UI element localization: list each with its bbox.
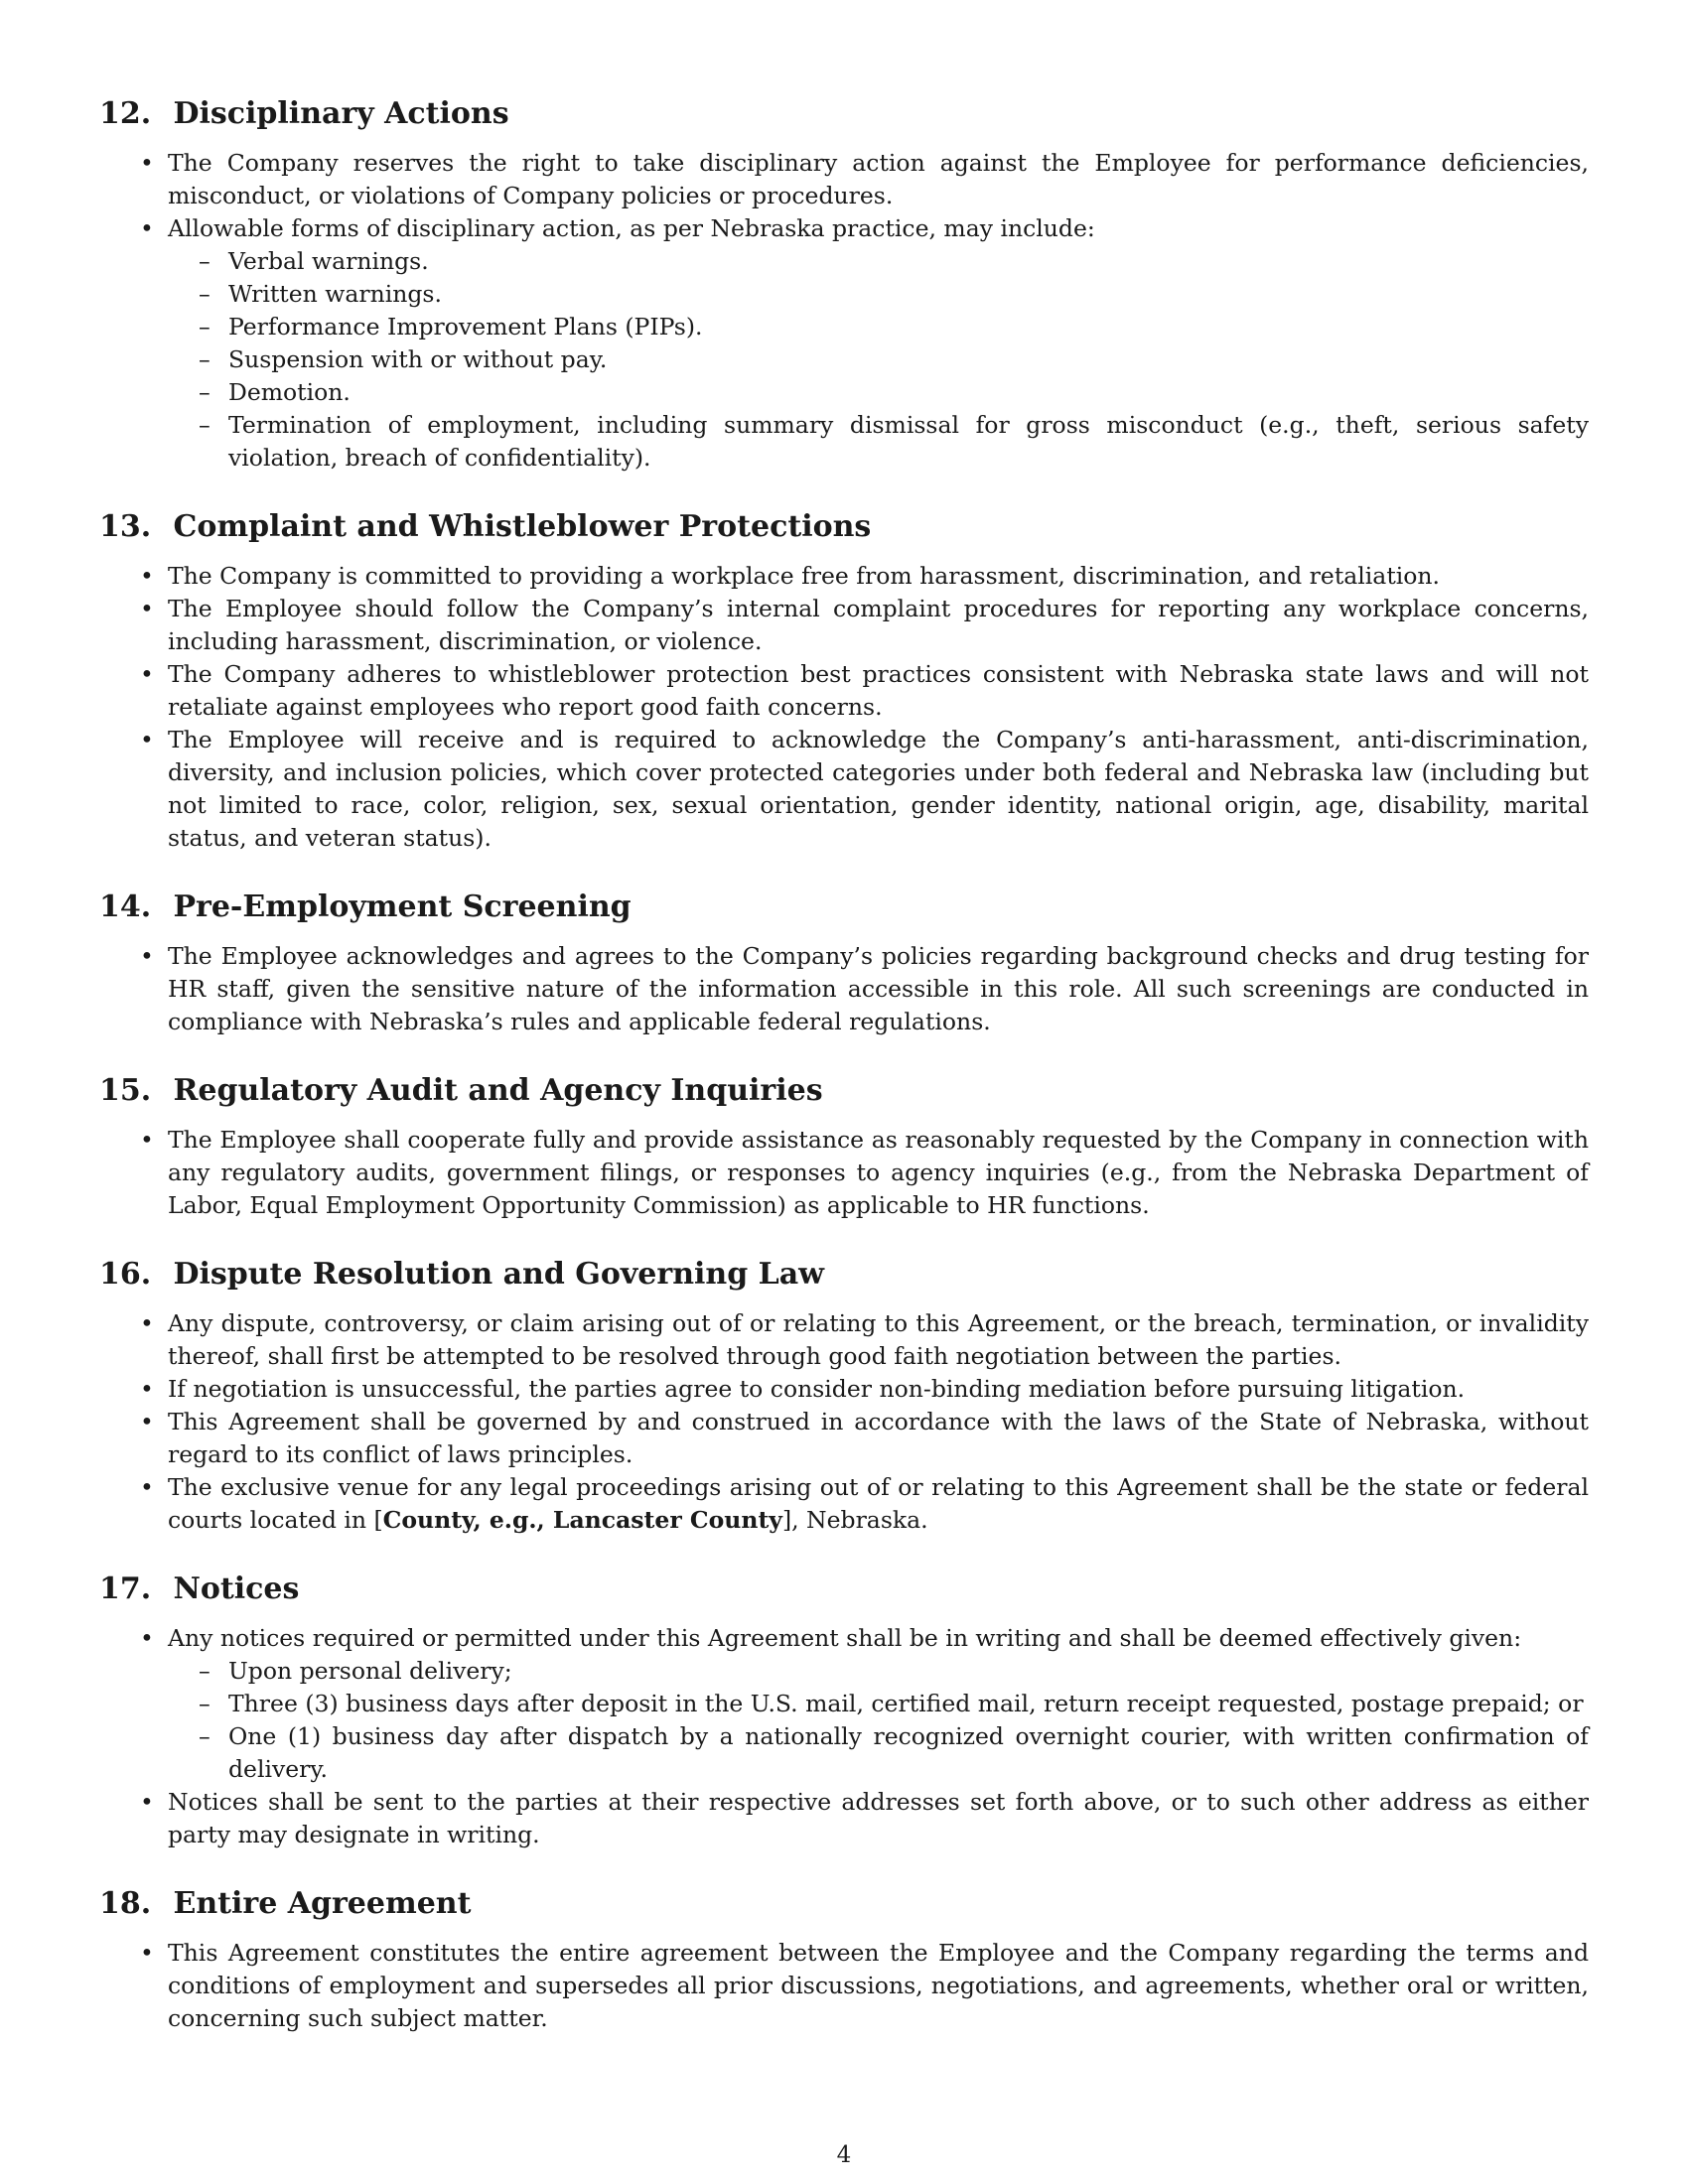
bullet-list	[99, 147, 1589, 475]
list-item: • This Agreement constitutes the entire agreement between the Employee and the Company regarding the terms and conditions of employment and supersedes all prior discussions, negotiations, and agreements, whether oral or written, concerning such subject matter.	[168, 1937, 1589, 2035]
sub-list	[168, 1655, 1589, 1786]
section-heading	[99, 506, 1589, 548]
section-number: 16.	[99, 1257, 152, 1292]
bullet-list	[99, 940, 1589, 1038]
list-item: • Notices shall be sent to the parties at their respective addresses set forth above, or to such other address as either party may designate in writing.	[168, 1786, 1589, 1851]
section-heading	[99, 1883, 1589, 1925]
section-title: Complaint and Whistleblower Protections	[173, 509, 872, 544]
section-complaint-whistleblower	[99, 506, 1589, 855]
section-heading	[99, 1569, 1589, 1610]
list-item: • The Employee should follow the Company’s internal complaint procedures for reporting any workplace concerns, including harassment, discrimination, or violence.	[168, 593, 1589, 658]
section-title: Dispute Resolution and Governing Law	[173, 1257, 824, 1292]
sub-list-item: – Performance Improvement Plans (PIPs).	[228, 311, 1589, 343]
sub-list-item: – Verbal warnings.	[228, 245, 1589, 278]
sub-list-item: – Upon personal delivery;	[228, 1655, 1589, 1688]
section-notices	[99, 1569, 1589, 1851]
sub-list-item: – One (1) business day after dispatch by a nationally recognized overnight courier, with written confirmation of delivery.	[228, 1720, 1589, 1786]
section-heading	[99, 1254, 1589, 1296]
section-number: 14.	[99, 889, 152, 924]
section-dispute-resolution	[99, 1254, 1589, 1537]
section-heading	[99, 1070, 1589, 1112]
sub-list-item: – Written warnings.	[228, 278, 1589, 311]
section-number: 12.	[99, 96, 152, 131]
section-number: 17.	[99, 1571, 152, 1606]
sub-list-item: – Termination of employment, including summary dismissal for gross misconduct (e.g., theft, serious safety violation, breach of confidentiality).	[228, 409, 1589, 475]
venue-text-before: The exclusive venue for any legal proceedings arising out of or relating to this Agreement shall be the state or federal courts located in [	[168, 1473, 1589, 1534]
list-item: • The Company reserves the right to take disciplinary action against the Employee for performance deficiencies, misconduct, or violations of Company policies or procedures.	[168, 147, 1589, 212]
section-regulatory-audit	[99, 1070, 1589, 1222]
section-heading	[99, 93, 1589, 135]
list-item: • The Company is committed to providing a workplace free from harassment, discrimination, and retaliation.	[168, 560, 1589, 593]
section-title: Disciplinary Actions	[173, 96, 509, 131]
section-title: Pre-Employment Screening	[173, 889, 632, 924]
section-pre-employment-screening	[99, 887, 1589, 1038]
county-placeholder: County, e.g., Lancaster County	[382, 1506, 782, 1534]
list-item: • The Employee shall cooperate fully and provide assistance as reasonably requested by the Company in connection with any regulatory audits, government filings, or responses to agency inquiries (e.g., from the Nebraska Department of Labor, Equal Employment Opportunity Commission) as applicable to HR functions.	[168, 1124, 1589, 1222]
bullet-list	[99, 1622, 1589, 1851]
section-entire-agreement	[99, 1883, 1589, 2035]
sub-list	[168, 245, 1589, 475]
list-item-text: Any notices required or permitted under this Agreement shall be in writing and shall be deemed effectively given:	[168, 1624, 1522, 1652]
list-item: • The Employee acknowledges and agrees to the Company’s policies regarding background checks and drug testing for HR staff, given the sensitive nature of the information accessible in this role. All such screenings are conducted in compliance with Nebraska’s rules and applicable federal regulations.	[168, 940, 1589, 1038]
section-heading	[99, 887, 1589, 928]
list-item	[168, 1622, 1589, 1786]
list-item: • The Company adheres to whistleblower protection best practices consistent with Nebraska state laws and will not retaliate against employees who report good faith concerns.	[168, 658, 1589, 724]
sub-list-item: – Three (3) business days after deposit in the U.S. mail, certified mail, return receipt requested, postage prepaid; or	[228, 1688, 1589, 1720]
section-disciplinary-actions	[99, 93, 1589, 475]
bullet-list	[99, 1124, 1589, 1222]
bullet-list	[99, 560, 1589, 855]
page-number: 4	[836, 2142, 852, 2168]
bullet-list	[99, 1937, 1589, 2035]
section-number: 13.	[99, 509, 152, 544]
bullet-list	[99, 1307, 1589, 1537]
section-title: Notices	[173, 1571, 300, 1606]
list-item	[168, 212, 1589, 475]
section-number: 15.	[99, 1073, 152, 1108]
section-title: Entire Agreement	[173, 1886, 472, 1921]
list-item: • The Employee will receive and is required to acknowledge the Company’s anti-harassment, anti-discrimination, diversity, and inclusion policies, which cover protected categories under both federal and Nebraska law (including but not limited to race, color, religion, sex, sexual orientation, gender identity, national origin, age, disability, marital status, and veteran status).	[168, 724, 1589, 855]
section-title: Regulatory Audit and Agency Inquiries	[173, 1073, 823, 1108]
sub-list-item: – Suspension with or without pay.	[228, 343, 1589, 376]
list-item-text: Allowable forms of disciplinary action, as per Nebraska practice, may include:	[168, 214, 1095, 242]
venue-text-after: ], Nebraska.	[781, 1506, 928, 1534]
sub-list-item: – Demotion.	[228, 376, 1589, 409]
document-page	[99, 93, 1589, 2067]
list-item: • If negotiation is unsuccessful, the parties agree to consider non-binding mediation before pursuing litigation.	[168, 1373, 1589, 1406]
list-item: • Any dispute, controversy, or claim arising out of or relating to this Agreement, or the breach, termination, or invalidity thereof, shall first be attempted to be resolved through good faith negotiation between the parties.	[168, 1307, 1589, 1373]
list-item-venue	[168, 1471, 1589, 1537]
list-item: • This Agreement shall be governed by and construed in accordance with the laws of the State of Nebraska, without regard to its conflict of laws principles.	[168, 1406, 1589, 1471]
section-number: 18.	[99, 1886, 152, 1921]
